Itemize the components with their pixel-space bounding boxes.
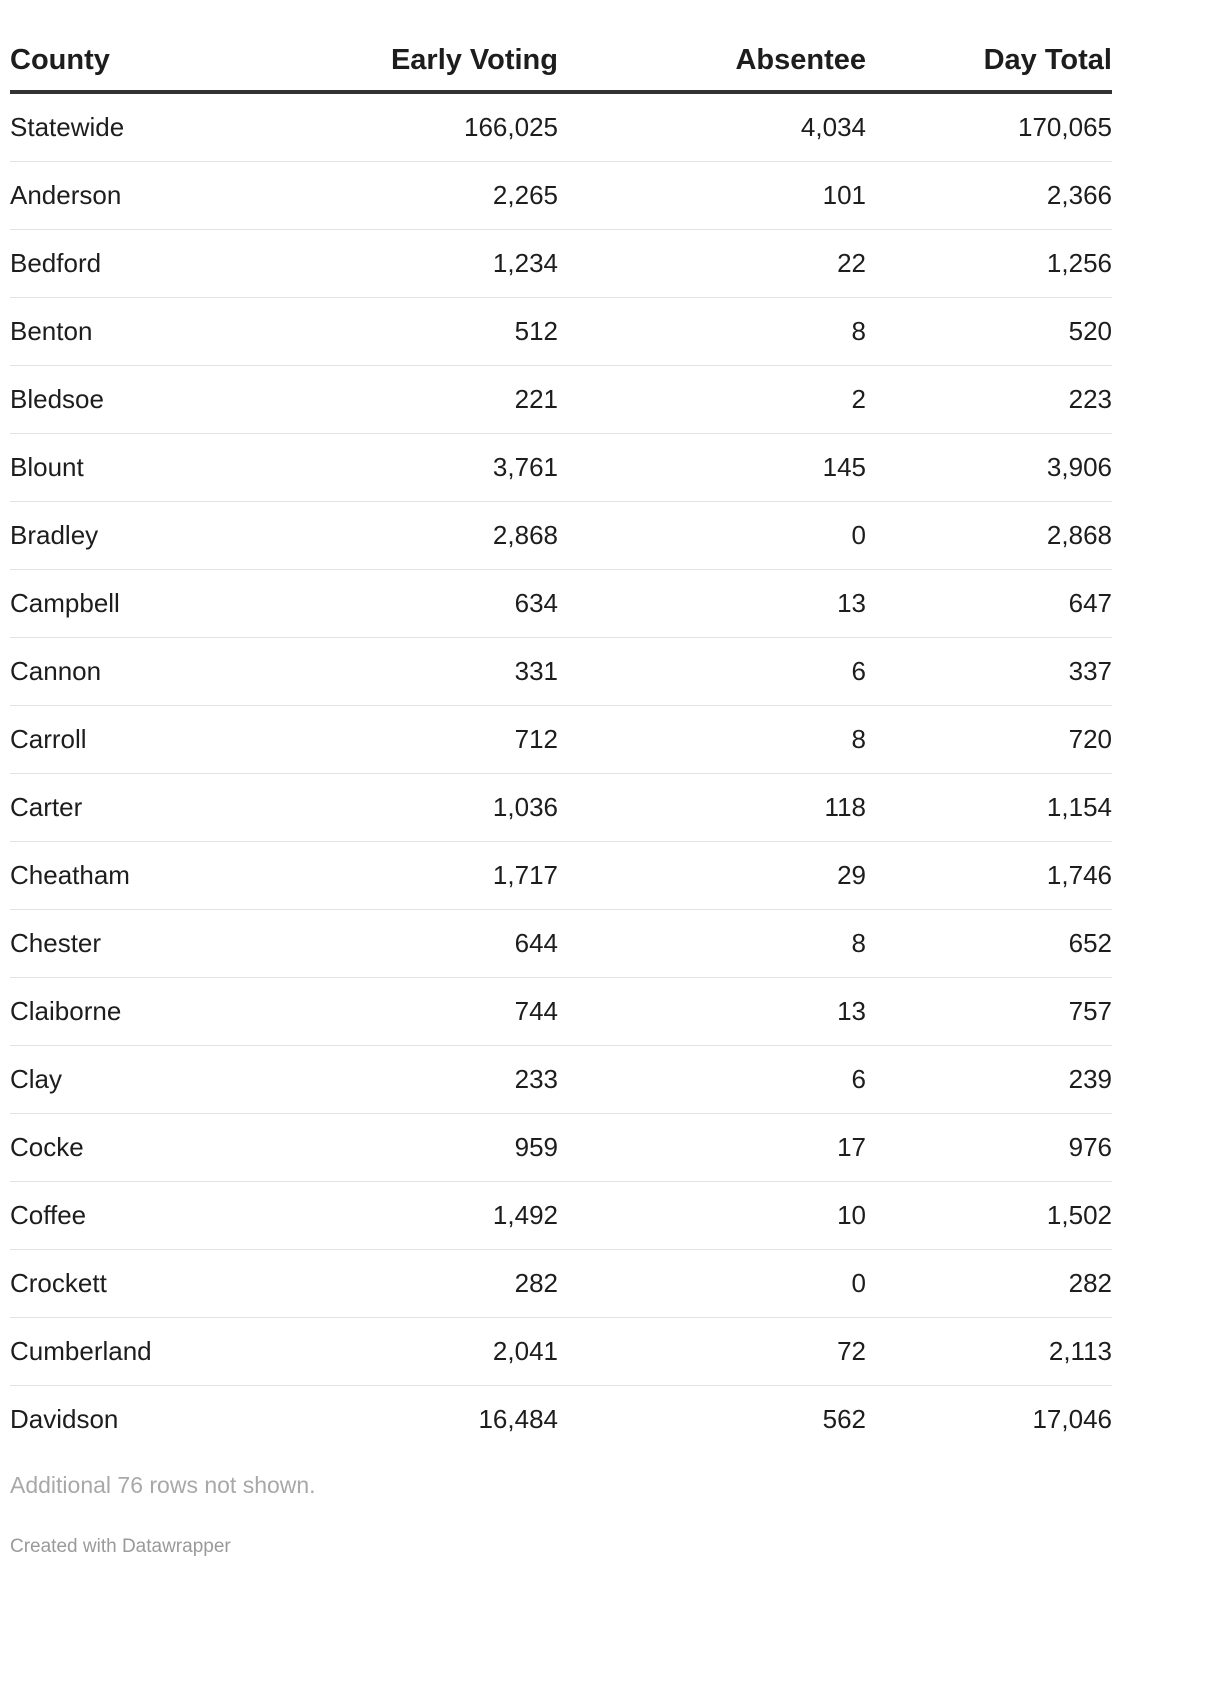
cell-day-total: 2,366 — [866, 162, 1112, 230]
cell-absentee: 8 — [558, 706, 866, 774]
cell-early-voting: 1,492 — [242, 1182, 558, 1250]
table-row — [10, 1182, 1112, 1250]
cell-county: Cannon — [10, 638, 242, 706]
table-row — [10, 774, 1112, 842]
cell-absentee: 22 — [558, 230, 866, 298]
cell-county: Statewide — [10, 92, 242, 162]
cell-day-total: 17,046 — [1032, 1404, 1112, 1434]
cell-absentee: 4,034 — [558, 92, 866, 162]
cell-day-total: 1,746 — [866, 842, 1112, 910]
cell-early-voting: 634 — [242, 570, 558, 638]
cell-county: Anderson — [10, 162, 242, 230]
cell-early-voting: 644 — [242, 910, 558, 978]
cell-county: Bledsoe — [10, 366, 242, 434]
table-row — [10, 92, 1112, 162]
cell-absentee: 101 — [558, 162, 866, 230]
cell-county: Claiborne — [10, 978, 242, 1046]
cell-absentee: 10 — [558, 1182, 866, 1250]
cell-absentee: 8 — [558, 910, 866, 978]
cell-early-voting: 233 — [242, 1046, 558, 1114]
cell-day-total: 239 — [866, 1046, 1112, 1114]
cell-absentee: 17 — [558, 1114, 866, 1182]
cell-early-voting: 1,717 — [242, 842, 558, 910]
cell-day-total: 1,256 — [866, 230, 1112, 298]
table-container — [10, 30, 1120, 1453]
cell-early-voting: 221 — [242, 366, 558, 434]
cell-early-voting: 331 — [242, 638, 558, 706]
table-row — [10, 638, 1112, 706]
cell-early-voting: 282 — [242, 1250, 558, 1318]
cell-early-voting: 712 — [242, 706, 558, 774]
cell-early-voting: 16,484 — [478, 1404, 558, 1434]
table-row — [10, 842, 1112, 910]
cell-day-total: 757 — [866, 978, 1112, 1046]
table-row — [10, 502, 1112, 570]
cell-county: Crockett — [10, 1250, 242, 1318]
cell-early-voting: 166,025 — [242, 92, 558, 162]
cell-early-voting: 3,761 — [242, 434, 558, 502]
cell-day-total: 2,868 — [866, 502, 1112, 570]
cell-county: Carroll — [10, 706, 242, 774]
cell-county: Bradley — [10, 502, 242, 570]
table-row — [10, 230, 1112, 298]
cell-county: Clay — [10, 1046, 242, 1114]
cell-early-voting: 1,036 — [242, 774, 558, 842]
table-row — [10, 1318, 1112, 1386]
datawrapper-credit: Created with Datawrapper — [10, 1536, 231, 1557]
cell-early-voting: 2,041 — [242, 1318, 558, 1386]
cell-day-total: 2,113 — [866, 1318, 1112, 1386]
cell-day-total: 720 — [866, 706, 1112, 774]
table-row — [10, 1114, 1112, 1182]
cell-early-voting: 2,265 — [242, 162, 558, 230]
cell-absentee: 8 — [558, 298, 866, 366]
cell-day-total: 170,065 — [866, 92, 1112, 162]
cell-day-total: 223 — [866, 366, 1112, 434]
cell-absentee: 0 — [558, 1250, 866, 1318]
cell-county: Cheatham — [10, 842, 242, 910]
cell-day-total: 337 — [866, 638, 1112, 706]
cell-day-total: 3,906 — [866, 434, 1112, 502]
cell-day-total: 520 — [866, 298, 1112, 366]
table-header — [10, 30, 1112, 92]
cell-absentee: 145 — [558, 434, 866, 502]
cell-day-total: 647 — [866, 570, 1112, 638]
table-body — [10, 92, 1112, 1453]
cell-absentee: 13 — [558, 978, 866, 1046]
cell-day-total: 1,502 — [866, 1182, 1112, 1250]
cell-early-voting: 2,868 — [242, 502, 558, 570]
table-row — [10, 910, 1112, 978]
table-row — [10, 366, 1112, 434]
table-row — [10, 1046, 1112, 1114]
cell-early-voting: 959 — [242, 1114, 558, 1182]
column-header-day-total[interactable]: Day Total — [866, 30, 1112, 92]
cell-county: Cocke — [10, 1114, 242, 1182]
cell-day-total: 282 — [866, 1250, 1112, 1318]
column-header-absentee[interactable]: Absentee — [558, 30, 866, 92]
cell-county: Campbell — [10, 570, 242, 638]
cell-absentee: 118 — [558, 774, 866, 842]
cell-absentee: 2 — [558, 366, 866, 434]
cell-early-voting: 512 — [242, 298, 558, 366]
table-row — [10, 1250, 1112, 1318]
cell-county: Bedford — [10, 230, 242, 298]
cell-county: Blount — [10, 434, 242, 502]
table-row — [10, 434, 1112, 502]
cell-early-voting: 744 — [242, 978, 558, 1046]
column-header-county[interactable]: County — [10, 30, 242, 92]
cell-early-voting: 1,234 — [242, 230, 558, 298]
cell-day-total: 1,154 — [866, 774, 1112, 842]
cell-county: Davidson — [10, 1404, 119, 1434]
table-row — [10, 298, 1112, 366]
cell-absentee: 29 — [558, 842, 866, 910]
cell-county: Carter — [10, 774, 242, 842]
cell-absentee: 6 — [558, 1046, 866, 1114]
cell-absentee: 562 — [822, 1404, 866, 1434]
cell-county: Coffee — [10, 1182, 242, 1250]
cell-absentee: 0 — [558, 502, 866, 570]
data-table — [10, 30, 1112, 1453]
table-row — [10, 570, 1112, 638]
table-row — [10, 978, 1112, 1046]
cell-county: Cumberland — [10, 1318, 242, 1386]
cell-absentee: 6 — [558, 638, 866, 706]
table-row — [10, 1386, 1112, 1454]
cell-absentee: 72 — [558, 1318, 866, 1386]
column-header-early-voting[interactable]: Early Voting — [242, 30, 558, 92]
cell-day-total: 976 — [866, 1114, 1112, 1182]
rows-not-shown-note: Additional 76 rows not shown. — [10, 1472, 316, 1498]
cell-absentee: 13 — [558, 570, 866, 638]
table-row — [10, 706, 1112, 774]
header-row — [10, 30, 1112, 92]
cell-day-total: 652 — [866, 910, 1112, 978]
cell-county: Benton — [10, 298, 242, 366]
table-row — [10, 162, 1112, 230]
cell-county: Chester — [10, 910, 242, 978]
